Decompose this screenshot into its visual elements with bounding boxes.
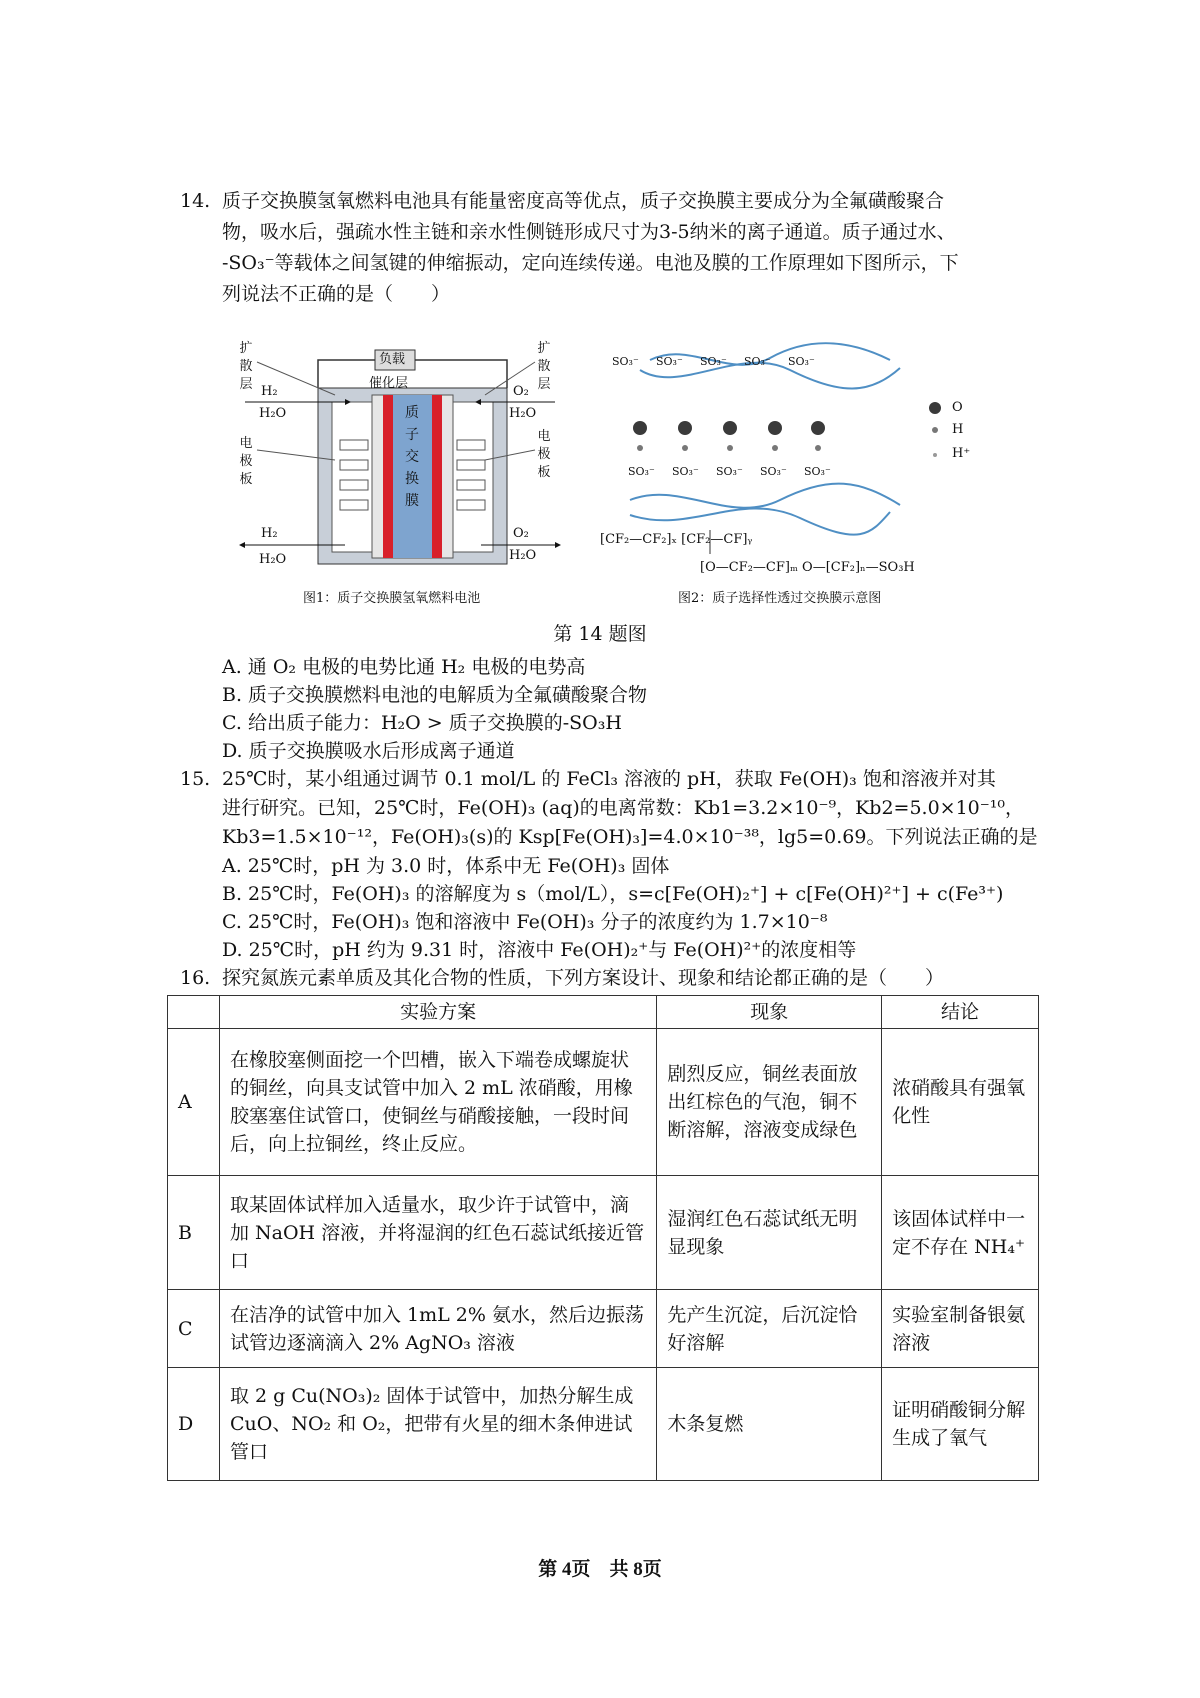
fig2-legend-h: H bbox=[952, 422, 964, 437]
fig2-so3-top-2: SO₃⁻ bbox=[656, 355, 683, 368]
figure-1-fuel-cell bbox=[235, 340, 565, 580]
q14-option-d: D. 质子交换膜吸水后形成离子通道 bbox=[222, 740, 515, 762]
fig1-h2-top: H₂ bbox=[261, 384, 278, 399]
row-phenomenon: 先产生沉淀，后沉淀恰好溶解 bbox=[657, 1290, 882, 1368]
fig2-so3-top-5: SO₃⁻ bbox=[788, 355, 815, 368]
q14-option-b: B. 质子交换膜燃料电池的电解质为全氟磺酸聚合物 bbox=[222, 684, 648, 706]
q15-option-b: B. 25℃时，Fe(OH)₃ 的溶解度为 s（mol/L），s=c[Fe(OH)₂⁺] + c[Fe(OH)²⁺] + c(Fe³⁺) bbox=[222, 883, 1004, 905]
row-phenomenon: 剧烈反应，铜丝表面放出红棕色的气泡，铜不断溶解，溶液变成绿色 bbox=[657, 1029, 882, 1176]
row-phenomenon: 湿润红色石蕊试纸无明显现象 bbox=[657, 1176, 882, 1290]
table-header-row bbox=[168, 996, 1039, 1029]
table-header-plan: 实验方案 bbox=[219, 996, 656, 1029]
q15-option-d: D. 25℃时，pH 约为 9.31 时，溶液中 Fe(OH)₂⁺与 Fe(OH)²⁺的浓度相等 bbox=[222, 939, 857, 961]
fig2-so3-bottom-3: SO₃⁻ bbox=[716, 465, 743, 478]
row-label: C bbox=[168, 1290, 220, 1368]
fig1-diffusion-right-label: 扩散层 bbox=[537, 341, 551, 392]
figure-2-membrane bbox=[590, 340, 970, 580]
figure-1-caption: 图1：质子交换膜氢氧燃料电池 bbox=[303, 591, 481, 606]
fig1-membrane-label: 质子交换膜 bbox=[405, 405, 419, 509]
fig2-so3-top-4: SO₃⁻ bbox=[744, 355, 771, 368]
fig2-formula-1: [CF₂—CF₂]ₓ [CF₂—CF]ᵧ bbox=[600, 532, 753, 547]
fig2-legend-o: O bbox=[952, 400, 963, 415]
fig2-so3-top-1: SO₃⁻ bbox=[612, 355, 639, 368]
row-plan: 取某固体试样加入适量水，取少许于试管中，滴加 NaOH 溶液，并将湿润的红色石蕊试纸接近管口 bbox=[219, 1176, 656, 1290]
fig2-so3-bottom-2: SO₃⁻ bbox=[672, 465, 699, 478]
question-16-number: 16. bbox=[180, 967, 211, 989]
fig2-so3-bottom-4: SO₃⁻ bbox=[760, 465, 787, 478]
question-15-line-3: Kb3=1.5×10⁻¹²，Fe(OH)₃(s)的 Ksp[Fe(OH)₃]=4.0×10⁻³⁸，lg5=0.69。下列说法正确的是 bbox=[222, 826, 1038, 848]
table-row bbox=[168, 1368, 1039, 1481]
row-label: B bbox=[168, 1176, 220, 1290]
question-14-number: 14. bbox=[180, 190, 211, 212]
fig2-formula-2: [O—CF₂—CF]ₘ O—[CF₂]ₙ—SO₃H bbox=[700, 560, 915, 575]
question-15-line-1: 25℃时，某小组通过调节 0.1 mol/L 的 FeCl₃ 溶液的 pH，获取 Fe(OH)₃ 饱和溶液并对其 bbox=[222, 768, 996, 790]
table-header-blank bbox=[168, 996, 220, 1029]
fig1-h2o-top-left: H₂O bbox=[259, 406, 287, 421]
figure-2-caption: 图2：质子选择性透过交换膜示意图 bbox=[678, 591, 882, 606]
experiment-table bbox=[167, 995, 1039, 1481]
fig1-h2o-top-right: H₂O bbox=[509, 406, 537, 421]
row-conclusion: 浓硝酸具有强氧化性 bbox=[882, 1029, 1039, 1176]
question-14-line-3: -SO₃⁻等载体之间氢键的伸缩振动，定向连续传递。电池及膜的工作原理如下图所示，下 bbox=[222, 252, 959, 274]
row-plan: 在橡胶塞侧面挖一个凹槽，嵌入下端卷成螺旋状的铜丝，向具支试管中加入 2 mL 浓硝酸，用橡胶塞塞住试管口，使铜丝与硝酸接触，一段时间后，向上拉铜丝，终止反应。 bbox=[219, 1029, 656, 1176]
table-row bbox=[168, 1290, 1039, 1368]
table-header-phenomenon: 现象 bbox=[657, 996, 882, 1029]
fig2-so3-top-3: SO₃⁻ bbox=[700, 355, 727, 368]
row-conclusion: 证明硝酸铜分解生成了氧气 bbox=[882, 1368, 1039, 1481]
q15-option-c: C. 25℃时，Fe(OH)₃ 饱和溶液中 Fe(OH)₃ 分子的浓度约为 1.7×10⁻⁸ bbox=[222, 911, 828, 933]
row-conclusion: 实验室制备银氨溶液 bbox=[882, 1290, 1039, 1368]
page-footer: 第 4页 共 8页 bbox=[538, 1559, 662, 1580]
fig1-h2o-bottom-left: H₂O bbox=[259, 552, 287, 567]
fig1-h2-bottom: H₂ bbox=[261, 526, 278, 541]
question-15-number: 15. bbox=[180, 768, 211, 790]
row-phenomenon: 木条复燃 bbox=[657, 1368, 882, 1481]
figure-14-title: 第 14 题图 bbox=[553, 623, 647, 645]
q14-option-c: C. 给出质子能力：H₂O > 质子交换膜的-SO₃H bbox=[222, 712, 622, 734]
q14-option-a: A. 通 O₂ 电极的电势比通 H₂ 电极的电势高 bbox=[222, 656, 586, 678]
question-15-line-2: 进行研究。已知，25℃时，Fe(OH)₃ (aq)的电离常数：Kb1=3.2×10⁻⁹，Kb2=5.0×10⁻¹⁰， bbox=[222, 797, 1025, 819]
fig2-legend-hplus: H⁺ bbox=[952, 446, 971, 461]
table-row bbox=[168, 1176, 1039, 1290]
question-14-line-4: 列说法不正确的是（ ） bbox=[222, 283, 451, 305]
q15-option-a: A. 25℃时，pH 为 3.0 时，体系中无 Fe(OH)₃ 固体 bbox=[222, 855, 670, 877]
table-header-conclusion: 结论 bbox=[882, 996, 1039, 1029]
fig1-diffusion-left-label: 扩散层 bbox=[239, 341, 253, 392]
fig1-o2-bottom: O₂ bbox=[513, 526, 529, 541]
row-plan: 在洁净的试管中加入 1mL 2% 氨水，然后边振荡试管边逐滴滴入 2% AgNO₃ 溶液 bbox=[219, 1290, 656, 1368]
fig2-so3-bottom-5: SO₃⁻ bbox=[804, 465, 831, 478]
fig1-catalyst-label: 催化层 bbox=[369, 376, 409, 391]
row-label: D bbox=[168, 1368, 220, 1481]
fig1-o2-top: O₂ bbox=[513, 384, 529, 399]
row-conclusion: 该固体试样中一定不存在 NH₄⁺ bbox=[882, 1176, 1039, 1290]
question-14-line-2: 物，吸水后，强疏水性主链和亲水性侧链形成尺寸为3-5纳米的离子通道。质子通过水、 bbox=[222, 221, 956, 243]
fig1-electrode-right-label: 电极板 bbox=[537, 429, 551, 480]
fig1-load-label: 负载 bbox=[379, 352, 406, 367]
fig1-electrode-left-label: 电极板 bbox=[239, 436, 253, 487]
row-plan: 取 2 g Cu(NO₃)₂ 固体于试管中，加热分解生成 CuO、NO₂ 和 O₂，把带有火星的细木条伸进试管口 bbox=[219, 1368, 656, 1481]
table-row bbox=[168, 1029, 1039, 1176]
row-label: A bbox=[168, 1029, 220, 1176]
question-14-line-1: 质子交换膜氢氧燃料电池具有能量密度高等优点，质子交换膜主要成分为全氟磺酸聚合 bbox=[222, 190, 945, 212]
fig2-so3-bottom-1: SO₃⁻ bbox=[628, 465, 655, 478]
question-16-stem: 探究氮族元素单质及其化合物的性质，下列方案设计、现象和结论都正确的是（ ） bbox=[222, 967, 945, 989]
fig1-h2o-bottom-right: H₂O bbox=[509, 548, 537, 563]
